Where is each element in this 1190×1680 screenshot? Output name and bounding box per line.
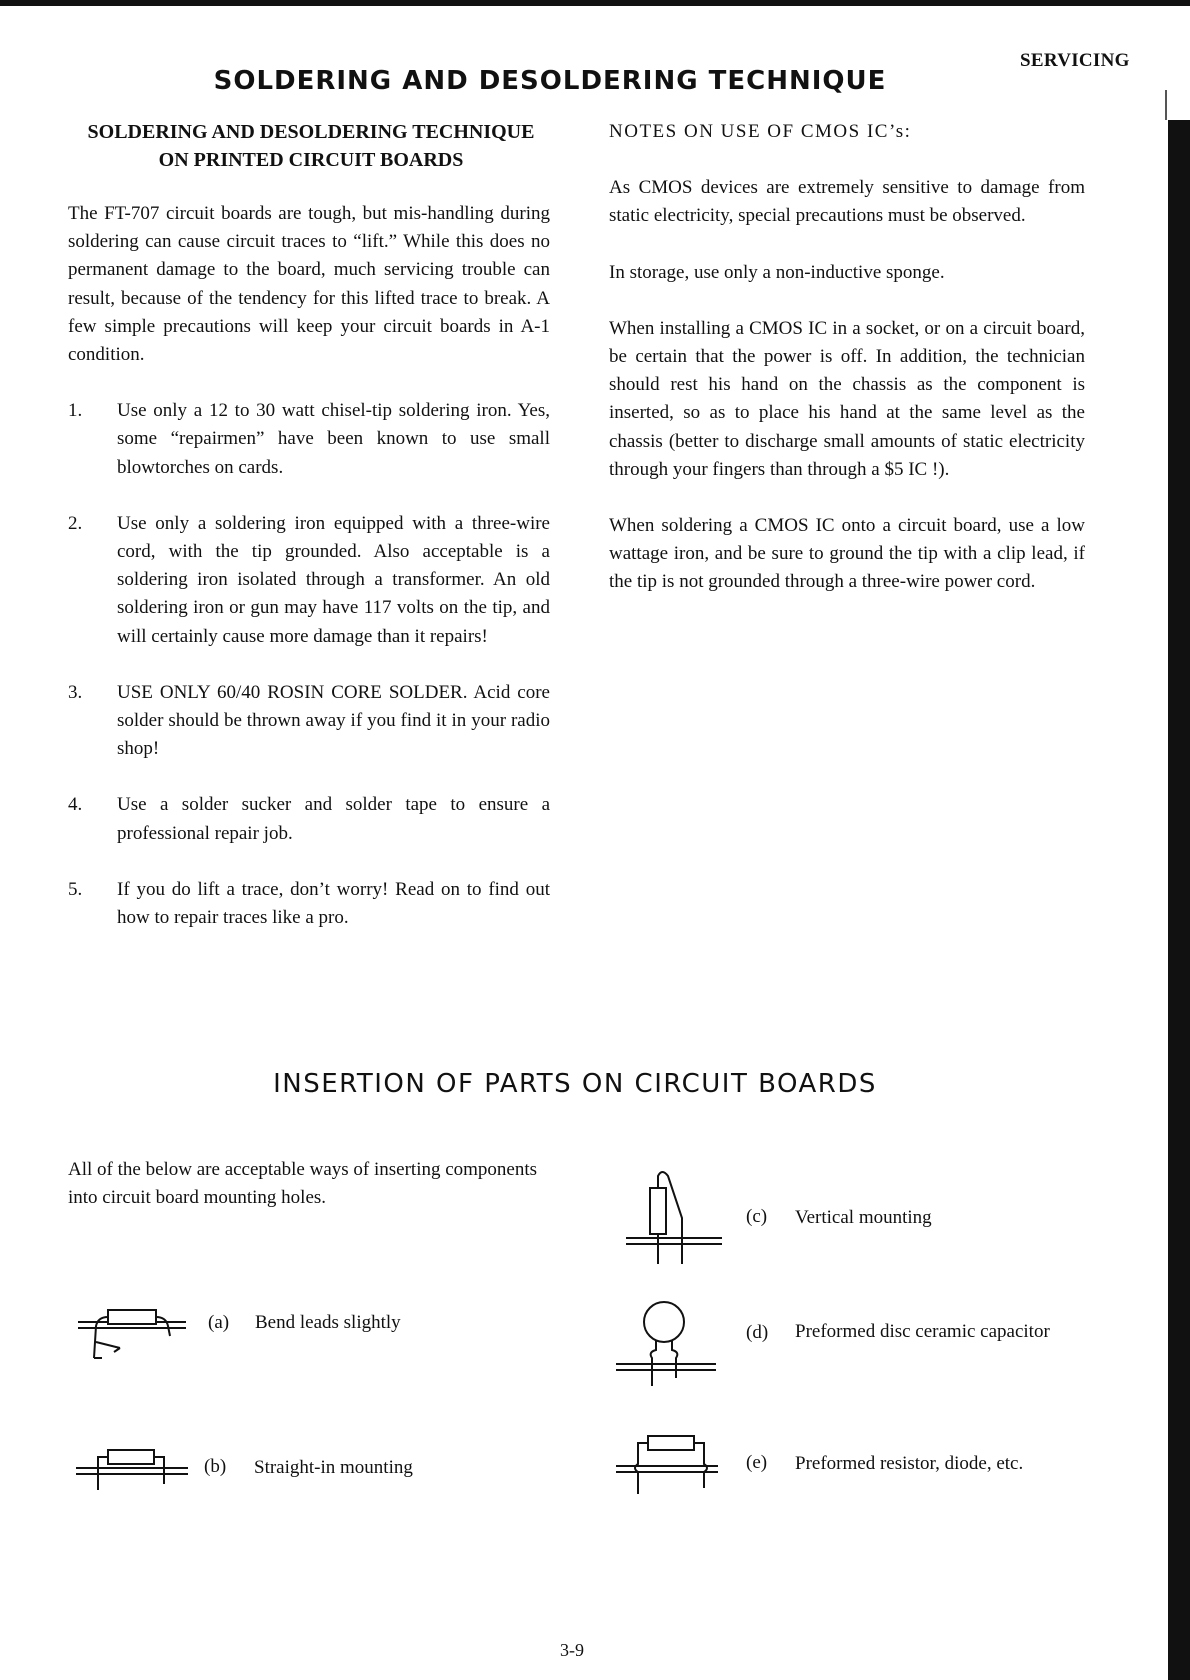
left-intro-paragraph: The FT-707 circuit boards are tough, but mis-handling during soldering can cause circuit traces to “lift.” While this does no permanent damage to the board, much servicing trouble can result, because of the tendency for this lifted trace to break. A few simple precautions will keep your circuit boards in A-1 condition. — [68, 203, 550, 366]
right-edge-scan-bar — [1168, 120, 1190, 1680]
list-item-text: Use only a 12 to 30 watt chisel-tip soldering iron. Yes, some “repairmen” have been known to use small blowtorches on cards. — [117, 400, 550, 478]
list-item-text: USE ONLY 60/40 ROSIN CORE SOLDER. Acid core solder should be thrown away if you find it in your radio shop! — [117, 681, 550, 760]
list-item-number: 4. — [68, 794, 83, 816]
list-item-number: 1. — [68, 400, 83, 422]
figure-e-letter: (e) — [746, 1452, 768, 1473]
left-heading-line2: ON PRINTED CIRCUIT BOARDS — [158, 149, 464, 171]
left-column — [68, 200, 550, 960]
left-heading-line1: SOLDERING AND DESOLDERING TECHNIQUE — [87, 121, 535, 143]
list-item-number: 5. — [68, 878, 83, 900]
preformed-resistor-icon — [612, 1428, 722, 1508]
cmos-paragraph: When soldering a CMOS IC onto a circuit board, use a low wattage iron, and be sure to ground the tip with a clip lead, if the tip is not grounded through a three-wire power cord. — [609, 515, 1085, 593]
list-item-number: 3. — [68, 681, 83, 703]
list-item — [68, 876, 550, 932]
figure-c-label: Vertical mounting — [795, 1207, 932, 1228]
figure-b-label: Straight-in mounting — [254, 1457, 413, 1478]
right-edge-mark — [1165, 90, 1167, 120]
page-number: 3-9 — [560, 1640, 584, 1660]
section-tag: SERVICING — [1020, 50, 1130, 71]
vertical-mount-component-icon — [620, 1168, 730, 1268]
figure-b-letter: (b) — [204, 1456, 227, 1477]
list-item-text: If you do lift a trace, don’t worry! Read on to find out how to repair traces like a pro. — [117, 878, 550, 929]
figure-a-letter: (a) — [208, 1312, 230, 1333]
list-item — [68, 791, 550, 847]
figure-a-label: Bend leads slightly — [255, 1312, 401, 1333]
straight-in-resistor-icon — [72, 1440, 192, 1500]
figure-e-label: Preformed resistor, diode, etc. — [795, 1453, 1024, 1474]
left-column-heading — [68, 118, 554, 174]
list-item — [68, 510, 550, 651]
insertion-intro: All of the below are acceptable ways of inserting components into circuit board mounting holes. — [68, 1159, 538, 1208]
insertion-section-title: INSERTION OF PARTS ON CIRCUIT BOARDS — [273, 1069, 877, 1099]
right-column — [609, 118, 1085, 625]
figure-d-label: Preformed disc ceramic capacitor — [795, 1321, 1050, 1342]
list-item-number: 2. — [68, 512, 83, 534]
list-item — [68, 397, 550, 482]
cmos-notes-heading: NOTES ON USE OF CMOS IC’s: — [609, 121, 912, 142]
list-item-text: Use a solder sucker and solder tape to ensure a professional repair job. — [117, 794, 550, 844]
cmos-paragraph: In storage, use only a non-inductive sponge. — [609, 261, 945, 283]
bent-leads-resistor-icon — [72, 1296, 192, 1366]
figure-d-letter: (d) — [746, 1322, 769, 1343]
list-item — [68, 679, 550, 764]
disc-ceramic-capacitor-icon — [612, 1300, 722, 1390]
figure-c-letter: (c) — [746, 1206, 768, 1227]
list-item-text: Use only a soldering iron equipped with a three-wire cord, with the tip grounded. Also acceptable is a soldering iron isolated through a transformer. An old soldering iron or gun may have 117 volts on the tip, and will certainly cause more damage than it repairs! — [117, 512, 550, 647]
cmos-paragraph: When installing a CMOS IC in a socket, or on a circuit board, be certain that the power is off. In addition, the technician should rest his hand on the chassis as the component is inserted, so as to place his hand at the same level as the chassis (better to discharge small amounts of static electricity through your fingers than through a $5 IC !). — [609, 317, 1085, 480]
precautions-list — [68, 397, 550, 932]
page-title: SOLDERING AND DESOLDERING TECHNIQUE — [213, 66, 887, 96]
cmos-paragraph: As CMOS devices are extremely sensitive to damage from static electricity, special precautions must be observed. — [609, 177, 1085, 227]
top-border-line — [0, 0, 1190, 6]
